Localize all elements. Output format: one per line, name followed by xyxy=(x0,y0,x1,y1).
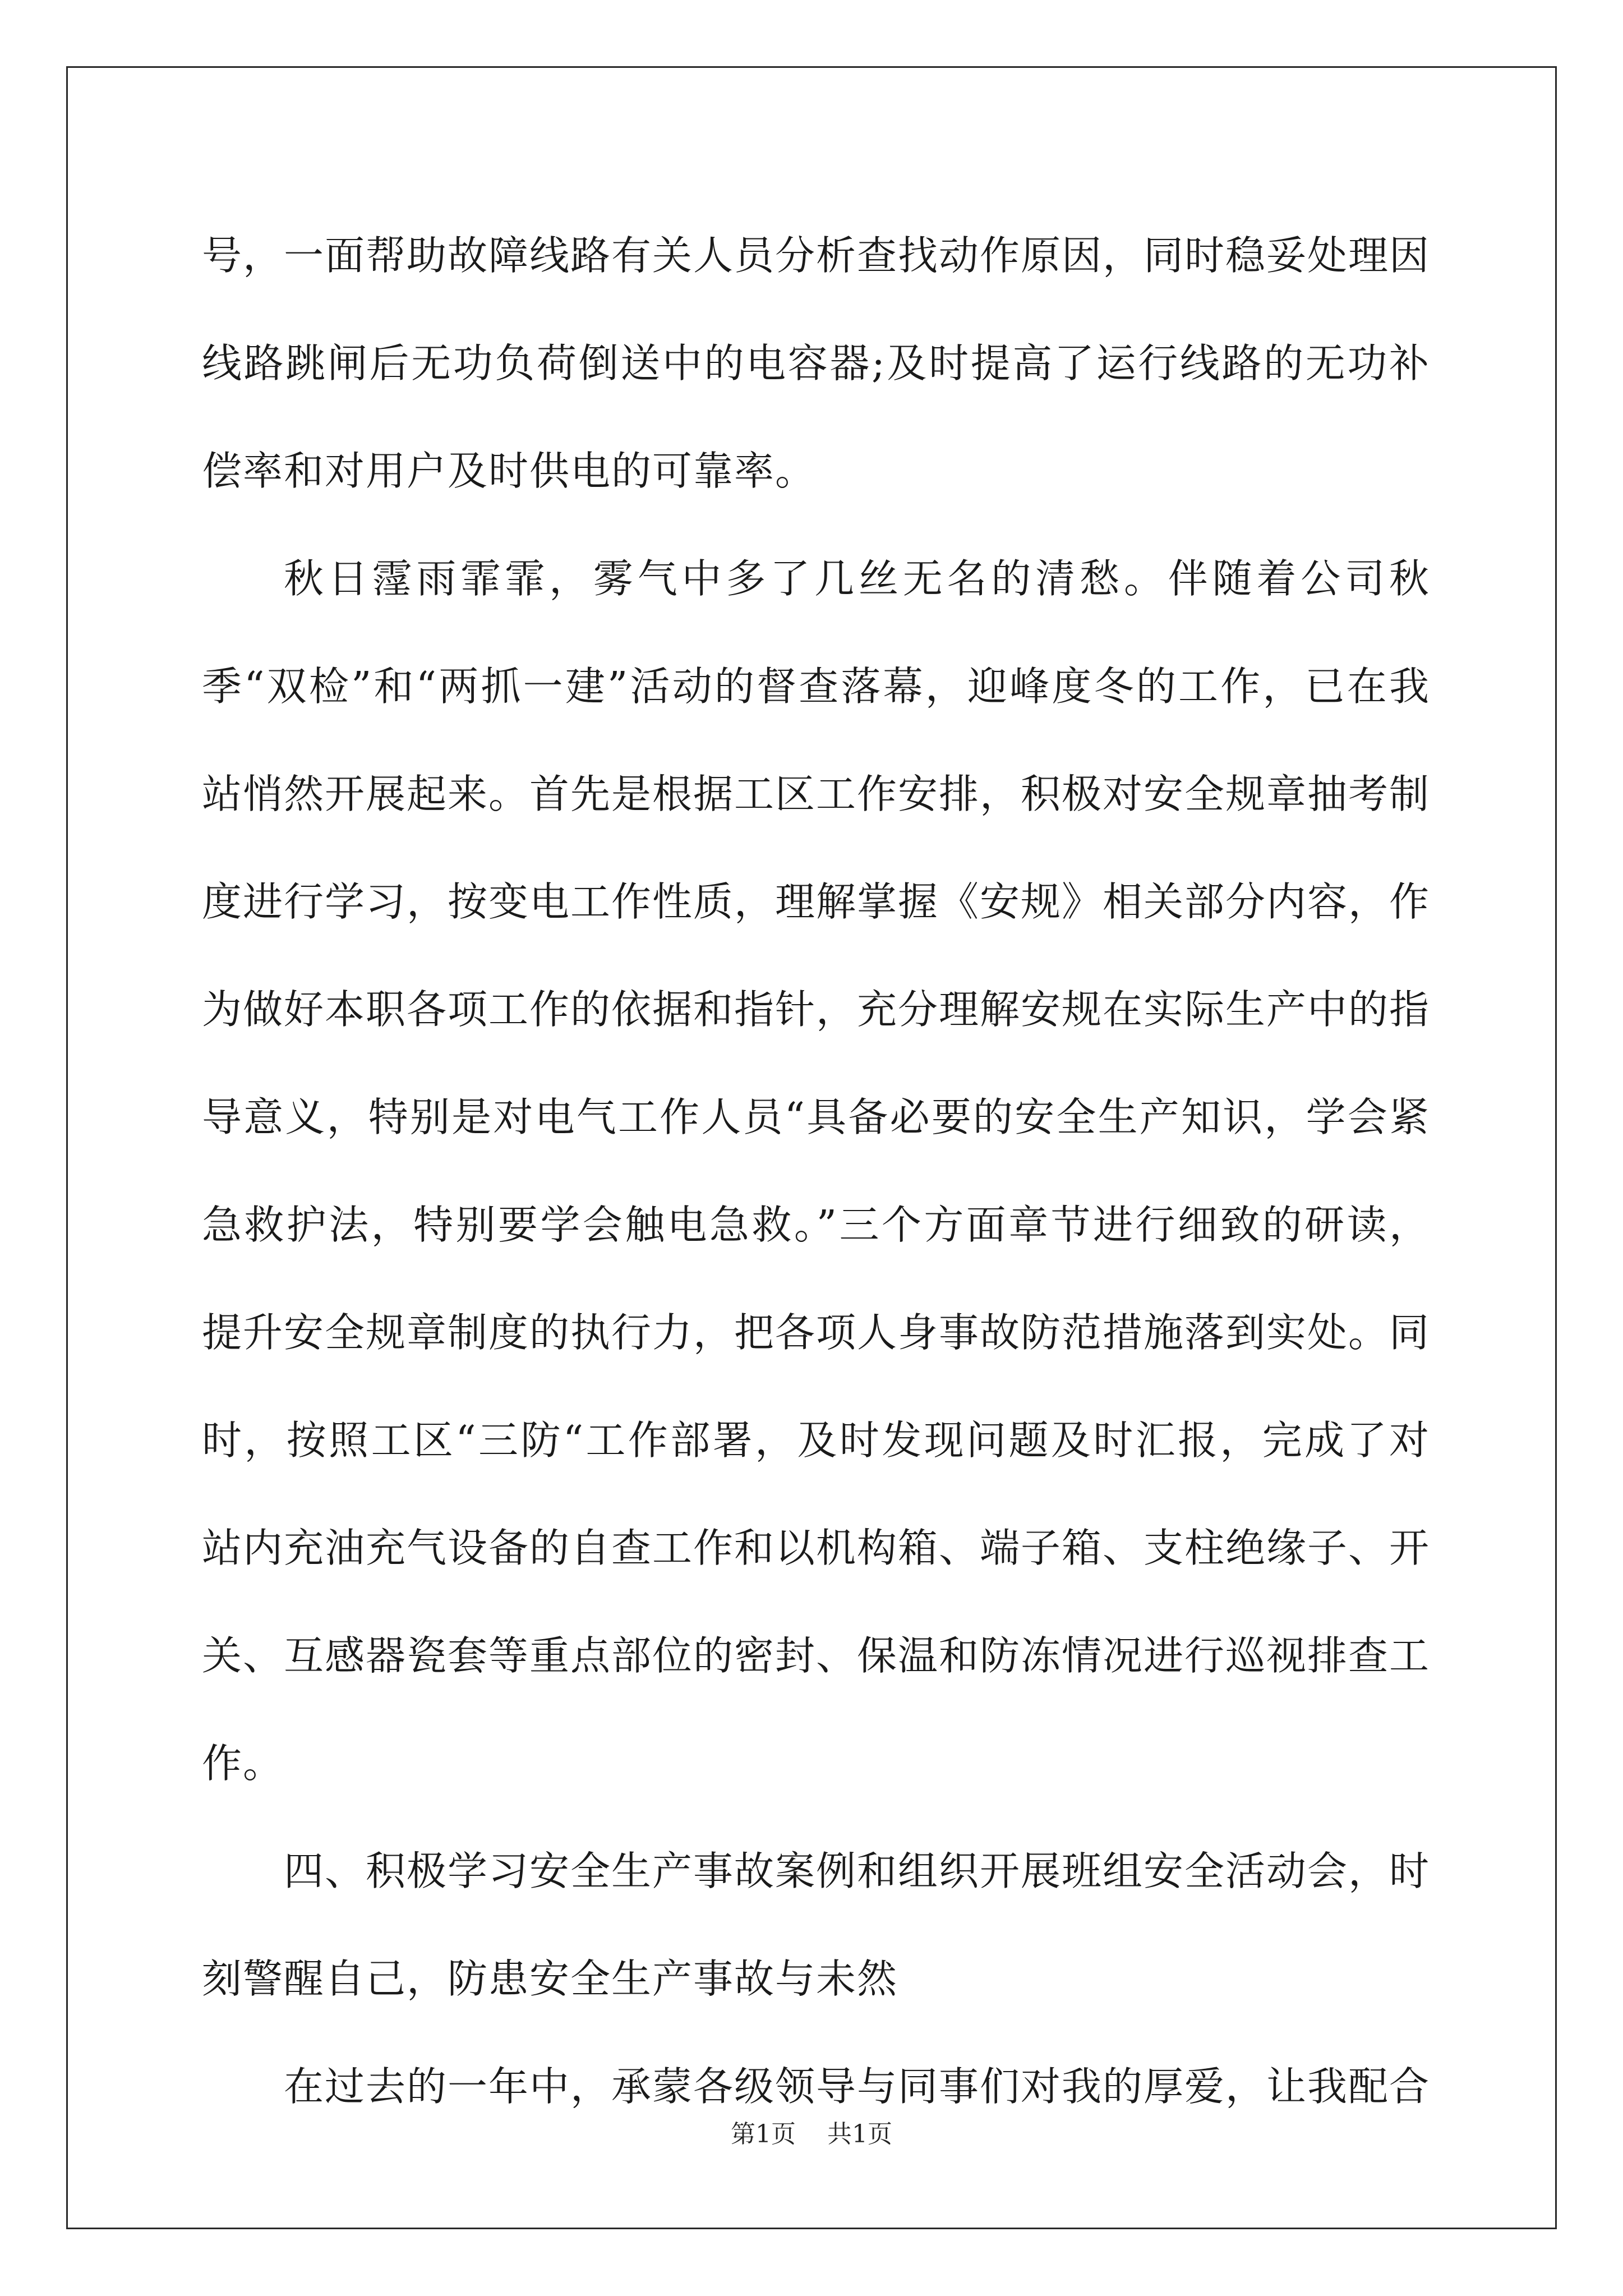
page-footer xyxy=(0,2118,1623,2151)
document-body xyxy=(202,202,1430,2141)
page-number-total: 共1页 xyxy=(827,2120,892,2148)
paragraph-section-four-heading: 四、积极学习安全生产事故案例和组织开展班组安全活动会，时刻警醒自己，防患安全生产事故与未然 xyxy=(202,1848,1431,2002)
paragraph-closing: 在过去的一年中，承蒙各级领导与同事们对我的厚爱，让我配合 xyxy=(284,2063,1431,2110)
page-number-current: 第1页 xyxy=(731,2120,796,2148)
paragraph-continuation: 号，一面帮助故障线路有关人员分析查找动作原因，同时稳妥处理因线路跳闸后无功负荷倒送中的电容器;及时提高了运行线路的无功补偿率和对用户及时供电的可靠率。 xyxy=(202,232,1431,494)
paragraph-autumn-work: 秋日霪雨霏霏，雾气中多了几丝无名的清愁。伴随着公司秋季“双检”和“两抓一建”活动的督查落幕，迎峰度冬的工作，已在我站悄然开展起来。首先是根据工区工作安排，积极对安全规章抽考制度进行学习，按变电工作性质，理解掌握《安规》相关部分内容，作为做好本职各项工作的依据和指针，充分理解安规在实际生产中的指导意义，特别是对电气工作人员“具备必要的安全生产知识，学会紧急救护法，特别要学会触电急救。”三个方面章节进行细致的研读，提升安全规章制度的执行力，把各项人身事故防范措施落到实处。同时，按照工区“三防“工作部署，及时发现问题及时汇报，完成了对站内充油充气设备的自查工作和以机构箱、端子箱、支柱绝缘子、开关、互感器瓷套等重点部位的密封、保温和防冻情况进行巡视排查工作。 xyxy=(202,555,1431,1787)
